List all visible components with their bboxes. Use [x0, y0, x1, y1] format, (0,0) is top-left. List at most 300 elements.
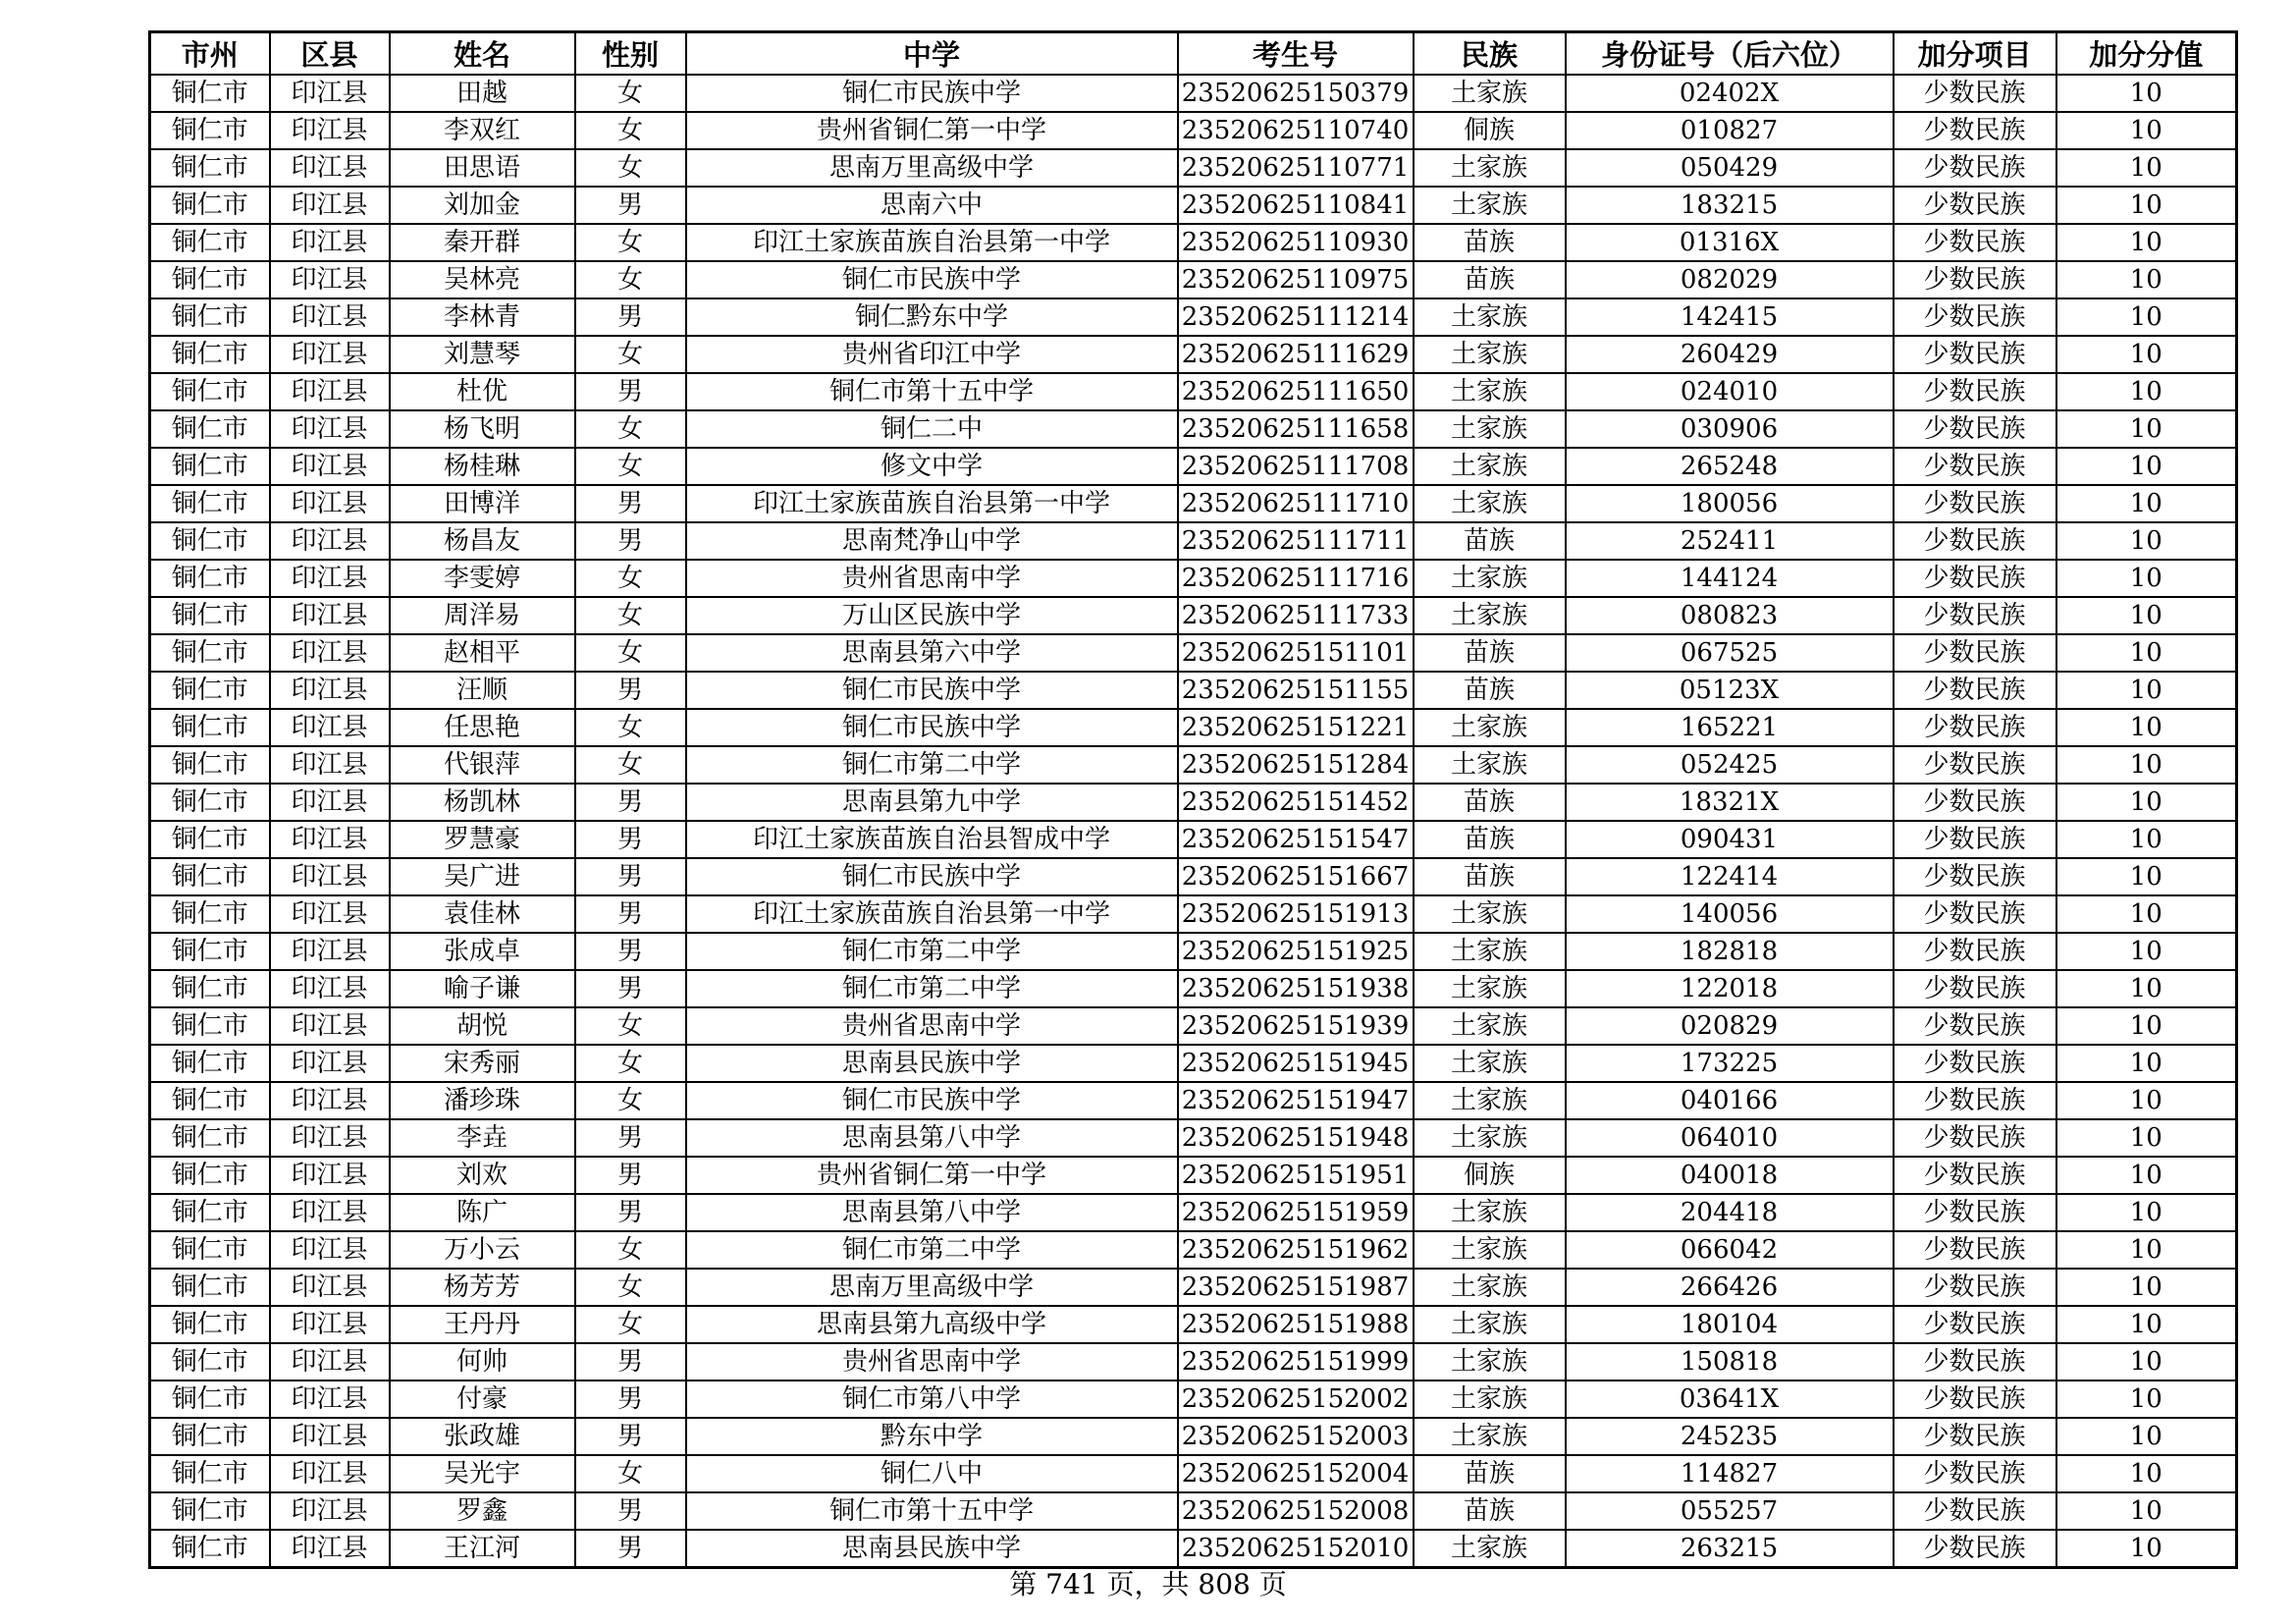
cell-bonus-item: 少数民族	[1894, 1082, 2056, 1119]
cell-ethnicity: 侗族	[1414, 112, 1566, 149]
table-row	[150, 1530, 2237, 1568]
cell-city: 铜仁市	[150, 1231, 270, 1269]
cell-bonus-item: 少数民族	[1894, 1530, 2056, 1568]
cell-exam-number: 23520625151101	[1178, 634, 1414, 672]
cell-exam-number: 23520625151948	[1178, 1119, 1414, 1157]
cell-exam-number: 23520625151913	[1178, 895, 1414, 933]
cell-id-last-six: 01316X	[1566, 224, 1894, 261]
cell-bonus-item: 少数民族	[1894, 1380, 2056, 1418]
cell-bonus-value: 10	[2056, 709, 2237, 746]
cell-bonus-item: 少数民族	[1894, 410, 2056, 448]
cell-ethnicity: 土家族	[1414, 1306, 1566, 1343]
cell-city: 铜仁市	[150, 1194, 270, 1231]
header-school: 中学	[686, 32, 1178, 76]
cell-id-last-six: 180104	[1566, 1306, 1894, 1343]
cell-id-last-six: 260429	[1566, 336, 1894, 373]
cell-name: 喻子谦	[390, 970, 575, 1007]
cell-bonus-value: 10	[2056, 1045, 2237, 1082]
table-row	[150, 1269, 2237, 1306]
cell-bonus-value: 10	[2056, 1269, 2237, 1306]
cell-id-last-six: 066042	[1566, 1231, 1894, 1269]
cell-bonus-value: 10	[2056, 1418, 2237, 1455]
table-row	[150, 672, 2237, 709]
cell-bonus-value: 10	[2056, 1231, 2237, 1269]
cell-bonus-value: 10	[2056, 298, 2237, 336]
cell-name: 袁佳林	[390, 895, 575, 933]
cell-id-last-six: 080823	[1566, 597, 1894, 634]
cell-ethnicity: 侗族	[1414, 1157, 1566, 1194]
cell-id-last-six: 030906	[1566, 410, 1894, 448]
cell-county: 印江县	[270, 1119, 390, 1157]
cell-school: 贵州省思南中学	[686, 1343, 1178, 1380]
cell-city: 铜仁市	[150, 970, 270, 1007]
cell-bonus-value: 10	[2056, 1380, 2237, 1418]
cell-city: 铜仁市	[150, 1269, 270, 1306]
cell-county: 印江县	[270, 858, 390, 895]
table-row	[150, 1007, 2237, 1045]
cell-city: 铜仁市	[150, 597, 270, 634]
header-bonus-value: 加分分值	[2056, 32, 2237, 76]
cell-ethnicity: 土家族	[1414, 149, 1566, 187]
cell-county: 印江县	[270, 149, 390, 187]
cell-id-last-six: 183215	[1566, 187, 1894, 224]
cell-city: 铜仁市	[150, 1380, 270, 1418]
table-row	[150, 709, 2237, 746]
cell-school: 贵州省铜仁第一中学	[686, 112, 1178, 149]
cell-school: 铜仁市第十五中学	[686, 1492, 1178, 1530]
cell-school: 思南万里高级中学	[686, 149, 1178, 187]
table-row	[150, 1306, 2237, 1343]
cell-gender: 女	[575, 746, 686, 784]
cell-name: 赵相平	[390, 634, 575, 672]
cell-gender: 女	[575, 224, 686, 261]
cell-bonus-item: 少数民族	[1894, 634, 2056, 672]
cell-county: 印江县	[270, 1380, 390, 1418]
cell-school: 贵州省思南中学	[686, 1007, 1178, 1045]
cell-bonus-item: 少数民族	[1894, 672, 2056, 709]
table-row	[150, 261, 2237, 298]
cell-bonus-item: 少数民族	[1894, 784, 2056, 821]
header-exam-number: 考生号	[1178, 32, 1414, 76]
cell-ethnicity: 苗族	[1414, 784, 1566, 821]
table-row	[150, 1157, 2237, 1194]
cell-id-last-six: 165221	[1566, 709, 1894, 746]
cell-exam-number: 23520625151155	[1178, 672, 1414, 709]
cell-school: 印江土家族苗族自治县第一中学	[686, 224, 1178, 261]
cell-id-last-six: 142415	[1566, 298, 1894, 336]
table-row	[150, 75, 2237, 112]
cell-name: 杨昌友	[390, 522, 575, 560]
cell-city: 铜仁市	[150, 298, 270, 336]
table-row	[150, 1418, 2237, 1455]
cell-county: 印江县	[270, 448, 390, 485]
cell-ethnicity: 苗族	[1414, 821, 1566, 858]
cell-bonus-value: 10	[2056, 634, 2237, 672]
cell-name: 杨芳芳	[390, 1269, 575, 1306]
cell-bonus-value: 10	[2056, 746, 2237, 784]
cell-id-last-six: 090431	[1566, 821, 1894, 858]
cell-county: 印江县	[270, 970, 390, 1007]
cell-bonus-item: 少数民族	[1894, 597, 2056, 634]
cell-exam-number: 23520625151938	[1178, 970, 1414, 1007]
table-row	[150, 597, 2237, 634]
cell-bonus-item: 少数民族	[1894, 373, 2056, 410]
cell-ethnicity: 土家族	[1414, 1119, 1566, 1157]
cell-exam-number: 23520625152008	[1178, 1492, 1414, 1530]
cell-bonus-item: 少数民族	[1894, 1045, 2056, 1082]
cell-county: 印江县	[270, 1492, 390, 1530]
cell-exam-number: 23520625151962	[1178, 1231, 1414, 1269]
cell-exam-number: 23520625110771	[1178, 149, 1414, 187]
cell-name: 汪顺	[390, 672, 575, 709]
cell-county: 印江县	[270, 522, 390, 560]
cell-school: 万山区民族中学	[686, 597, 1178, 634]
cell-bonus-item: 少数民族	[1894, 1306, 2056, 1343]
cell-ethnicity: 土家族	[1414, 709, 1566, 746]
table-row	[150, 933, 2237, 970]
cell-county: 印江县	[270, 1194, 390, 1231]
header-county: 区县	[270, 32, 390, 76]
cell-gender: 女	[575, 75, 686, 112]
cell-name: 王江河	[390, 1530, 575, 1568]
cell-exam-number: 23520625151452	[1178, 784, 1414, 821]
cell-bonus-item: 少数民族	[1894, 1119, 2056, 1157]
table-row	[150, 1231, 2237, 1269]
cell-county: 印江县	[270, 746, 390, 784]
cell-county: 印江县	[270, 1306, 390, 1343]
cell-name: 胡悦	[390, 1007, 575, 1045]
cell-name: 罗鑫	[390, 1492, 575, 1530]
table-row	[150, 522, 2237, 560]
cell-city: 铜仁市	[150, 821, 270, 858]
cell-city: 铜仁市	[150, 1119, 270, 1157]
table-row	[150, 1492, 2237, 1530]
cell-ethnicity: 土家族	[1414, 1380, 1566, 1418]
cell-id-last-six: 114827	[1566, 1455, 1894, 1492]
cell-name: 万小云	[390, 1231, 575, 1269]
header-ethnicity: 民族	[1414, 32, 1566, 76]
cell-bonus-value: 10	[2056, 1492, 2237, 1530]
cell-city: 铜仁市	[150, 149, 270, 187]
cell-bonus-item: 少数民族	[1894, 522, 2056, 560]
cell-gender: 女	[575, 336, 686, 373]
cell-ethnicity: 土家族	[1414, 485, 1566, 522]
cell-exam-number: 23520625151959	[1178, 1194, 1414, 1231]
cell-school: 黔东中学	[686, 1418, 1178, 1455]
cell-city: 铜仁市	[150, 1082, 270, 1119]
cell-school: 铜仁市民族中学	[686, 75, 1178, 112]
cell-bonus-value: 10	[2056, 410, 2237, 448]
cell-name: 李林青	[390, 298, 575, 336]
cell-gender: 男	[575, 1492, 686, 1530]
cell-bonus-item: 少数民族	[1894, 821, 2056, 858]
cell-ethnicity: 土家族	[1414, 410, 1566, 448]
cell-school: 思南六中	[686, 187, 1178, 224]
cell-gender: 男	[575, 672, 686, 709]
cell-name: 罗慧豪	[390, 821, 575, 858]
cell-exam-number: 23520625151667	[1178, 858, 1414, 895]
roster-table-wrapper	[148, 30, 2235, 1569]
cell-city: 铜仁市	[150, 1455, 270, 1492]
table-row	[150, 784, 2237, 821]
cell-exam-number: 23520625111711	[1178, 522, 1414, 560]
cell-gender: 女	[575, 560, 686, 597]
table-row	[150, 373, 2237, 410]
cell-county: 印江县	[270, 112, 390, 149]
cell-bonus-value: 10	[2056, 1530, 2237, 1568]
cell-name: 杨凯林	[390, 784, 575, 821]
cell-exam-number: 23520625110841	[1178, 187, 1414, 224]
cell-exam-number: 23520625151221	[1178, 709, 1414, 746]
cell-gender: 男	[575, 1418, 686, 1455]
cell-ethnicity: 土家族	[1414, 1231, 1566, 1269]
cell-ethnicity: 土家族	[1414, 746, 1566, 784]
cell-school: 铜仁市第二中学	[686, 933, 1178, 970]
cell-county: 印江县	[270, 485, 390, 522]
cell-id-last-six: 064010	[1566, 1119, 1894, 1157]
cell-exam-number: 23520625151284	[1178, 746, 1414, 784]
cell-city: 铜仁市	[150, 224, 270, 261]
cell-school: 铜仁市第二中学	[686, 1231, 1178, 1269]
header-name: 姓名	[390, 32, 575, 76]
cell-county: 印江县	[270, 75, 390, 112]
cell-bonus-item: 少数民族	[1894, 112, 2056, 149]
cell-county: 印江县	[270, 1343, 390, 1380]
cell-city: 铜仁市	[150, 187, 270, 224]
cell-bonus-item: 少数民族	[1894, 858, 2056, 895]
cell-city: 铜仁市	[150, 373, 270, 410]
cell-gender: 女	[575, 448, 686, 485]
cell-bonus-item: 少数民族	[1894, 709, 2056, 746]
cell-name: 潘珍珠	[390, 1082, 575, 1119]
table-row	[150, 895, 2237, 933]
cell-bonus-item: 少数民族	[1894, 1343, 2056, 1380]
cell-county: 印江县	[270, 224, 390, 261]
cell-ethnicity: 苗族	[1414, 634, 1566, 672]
cell-city: 铜仁市	[150, 858, 270, 895]
cell-exam-number: 23520625150379	[1178, 75, 1414, 112]
cell-name: 刘加金	[390, 187, 575, 224]
table-row	[150, 1082, 2237, 1119]
cell-gender: 女	[575, 1231, 686, 1269]
cell-county: 印江县	[270, 895, 390, 933]
cell-bonus-item: 少数民族	[1894, 895, 2056, 933]
cell-bonus-item: 少数民族	[1894, 1157, 2056, 1194]
cell-exam-number: 23520625111650	[1178, 373, 1414, 410]
cell-county: 印江县	[270, 1530, 390, 1568]
cell-school: 铜仁市民族中学	[686, 709, 1178, 746]
cell-bonus-item: 少数民族	[1894, 224, 2056, 261]
table-row	[150, 448, 2237, 485]
cell-gender: 女	[575, 597, 686, 634]
cell-school: 印江土家族苗族自治县智成中学	[686, 821, 1178, 858]
cell-county: 印江县	[270, 1269, 390, 1306]
cell-county: 印江县	[270, 1082, 390, 1119]
cell-id-last-six: 067525	[1566, 634, 1894, 672]
cell-school: 思南县第九中学	[686, 784, 1178, 821]
cell-ethnicity: 土家族	[1414, 1418, 1566, 1455]
cell-name: 刘慧琴	[390, 336, 575, 373]
cell-exam-number: 23520625151945	[1178, 1045, 1414, 1082]
cell-ethnicity: 土家族	[1414, 1530, 1566, 1568]
cell-school: 思南县民族中学	[686, 1530, 1178, 1568]
cell-exam-number: 23520625111629	[1178, 336, 1414, 373]
cell-id-last-six: 18321X	[1566, 784, 1894, 821]
cell-county: 印江县	[270, 298, 390, 336]
cell-gender: 男	[575, 858, 686, 895]
cell-ethnicity: 土家族	[1414, 373, 1566, 410]
table-row	[150, 410, 2237, 448]
cell-gender: 男	[575, 1380, 686, 1418]
cell-bonus-value: 10	[2056, 75, 2237, 112]
cell-bonus-value: 10	[2056, 149, 2237, 187]
table-row	[150, 336, 2237, 373]
cell-gender: 女	[575, 112, 686, 149]
cell-school: 思南县第八中学	[686, 1194, 1178, 1231]
cell-id-last-six: 265248	[1566, 448, 1894, 485]
cell-ethnicity: 土家族	[1414, 933, 1566, 970]
cell-id-last-six: 122018	[1566, 970, 1894, 1007]
cell-name: 王丹丹	[390, 1306, 575, 1343]
cell-bonus-value: 10	[2056, 1343, 2237, 1380]
cell-city: 铜仁市	[150, 1343, 270, 1380]
cell-exam-number: 23520625152010	[1178, 1530, 1414, 1568]
cell-school: 铜仁市民族中学	[686, 672, 1178, 709]
table-row	[150, 112, 2237, 149]
cell-bonus-value: 10	[2056, 1082, 2237, 1119]
cell-bonus-item: 少数民族	[1894, 75, 2056, 112]
cell-city: 铜仁市	[150, 1157, 270, 1194]
cell-bonus-value: 10	[2056, 821, 2237, 858]
cell-id-last-six: 055257	[1566, 1492, 1894, 1530]
table-row	[150, 1455, 2237, 1492]
cell-id-last-six: 020829	[1566, 1007, 1894, 1045]
cell-school: 铜仁市第二中学	[686, 970, 1178, 1007]
cell-name: 田越	[390, 75, 575, 112]
table-row	[150, 149, 2237, 187]
cell-ethnicity: 苗族	[1414, 1492, 1566, 1530]
cell-gender: 男	[575, 895, 686, 933]
cell-city: 铜仁市	[150, 1007, 270, 1045]
cell-gender: 女	[575, 1007, 686, 1045]
table-row	[150, 970, 2237, 1007]
header-gender: 性别	[575, 32, 686, 76]
cell-bonus-item: 少数民族	[1894, 336, 2056, 373]
cell-name: 吴光宇	[390, 1455, 575, 1492]
cell-county: 印江县	[270, 672, 390, 709]
cell-ethnicity: 土家族	[1414, 1343, 1566, 1380]
cell-school: 铜仁黔东中学	[686, 298, 1178, 336]
cell-id-last-six: 040018	[1566, 1157, 1894, 1194]
cell-name: 任思艳	[390, 709, 575, 746]
cell-bonus-value: 10	[2056, 1194, 2237, 1231]
cell-school: 铜仁市民族中学	[686, 261, 1178, 298]
cell-county: 印江县	[270, 410, 390, 448]
cell-county: 印江县	[270, 560, 390, 597]
cell-county: 印江县	[270, 634, 390, 672]
cell-name: 李双红	[390, 112, 575, 149]
cell-bonus-item: 少数民族	[1894, 261, 2056, 298]
cell-bonus-value: 10	[2056, 597, 2237, 634]
cell-bonus-value: 10	[2056, 336, 2237, 373]
cell-ethnicity: 土家族	[1414, 895, 1566, 933]
cell-bonus-value: 10	[2056, 970, 2237, 1007]
cell-county: 印江县	[270, 1418, 390, 1455]
cell-exam-number: 23520625151988	[1178, 1306, 1414, 1343]
cell-name: 刘欢	[390, 1157, 575, 1194]
cell-gender: 女	[575, 149, 686, 187]
cell-ethnicity: 土家族	[1414, 597, 1566, 634]
cell-name: 代银萍	[390, 746, 575, 784]
cell-gender: 女	[575, 261, 686, 298]
cell-id-last-six: 144124	[1566, 560, 1894, 597]
cell-bonus-item: 少数民族	[1894, 187, 2056, 224]
bonus-points-table	[148, 30, 2238, 1569]
table-row	[150, 485, 2237, 522]
cell-ethnicity: 苗族	[1414, 522, 1566, 560]
cell-ethnicity: 苗族	[1414, 1455, 1566, 1492]
cell-county: 印江县	[270, 821, 390, 858]
cell-bonus-value: 10	[2056, 1157, 2237, 1194]
cell-exam-number: 23520625151925	[1178, 933, 1414, 970]
cell-id-last-six: 204418	[1566, 1194, 1894, 1231]
cell-gender: 男	[575, 485, 686, 522]
cell-id-last-six: 05123X	[1566, 672, 1894, 709]
cell-id-last-six: 140056	[1566, 895, 1894, 933]
cell-gender: 男	[575, 1157, 686, 1194]
cell-bonus-item: 少数民族	[1894, 1194, 2056, 1231]
cell-exam-number: 23520625111716	[1178, 560, 1414, 597]
cell-ethnicity: 土家族	[1414, 448, 1566, 485]
cell-gender: 女	[575, 709, 686, 746]
cell-school: 思南县第六中学	[686, 634, 1178, 672]
cell-ethnicity: 土家族	[1414, 1045, 1566, 1082]
cell-id-last-six: 052425	[1566, 746, 1894, 784]
cell-gender: 男	[575, 1343, 686, 1380]
cell-ethnicity: 土家族	[1414, 1269, 1566, 1306]
cell-exam-number: 23520625151987	[1178, 1269, 1414, 1306]
table-row	[150, 821, 2237, 858]
cell-city: 铜仁市	[150, 522, 270, 560]
cell-city: 铜仁市	[150, 933, 270, 970]
cell-school: 贵州省印江中学	[686, 336, 1178, 373]
cell-city: 铜仁市	[150, 746, 270, 784]
cell-school: 铜仁市民族中学	[686, 1082, 1178, 1119]
cell-gender: 男	[575, 522, 686, 560]
table-row	[150, 1380, 2237, 1418]
cell-name: 张成卓	[390, 933, 575, 970]
cell-bonus-value: 10	[2056, 933, 2237, 970]
cell-exam-number: 23520625152003	[1178, 1418, 1414, 1455]
cell-gender: 男	[575, 373, 686, 410]
cell-ethnicity: 苗族	[1414, 224, 1566, 261]
header-city: 市州	[150, 32, 270, 76]
cell-ethnicity: 苗族	[1414, 858, 1566, 895]
table-row	[150, 634, 2237, 672]
table-row	[150, 1119, 2237, 1157]
cell-city: 铜仁市	[150, 112, 270, 149]
cell-ethnicity: 苗族	[1414, 672, 1566, 709]
table-row	[150, 746, 2237, 784]
cell-name: 李雯婷	[390, 560, 575, 597]
cell-ethnicity: 土家族	[1414, 1007, 1566, 1045]
cell-name: 杜优	[390, 373, 575, 410]
cell-school: 铜仁市第十五中学	[686, 373, 1178, 410]
cell-bonus-value: 10	[2056, 224, 2237, 261]
cell-bonus-value: 10	[2056, 895, 2237, 933]
cell-id-last-six: 266426	[1566, 1269, 1894, 1306]
cell-school: 铜仁二中	[686, 410, 1178, 448]
